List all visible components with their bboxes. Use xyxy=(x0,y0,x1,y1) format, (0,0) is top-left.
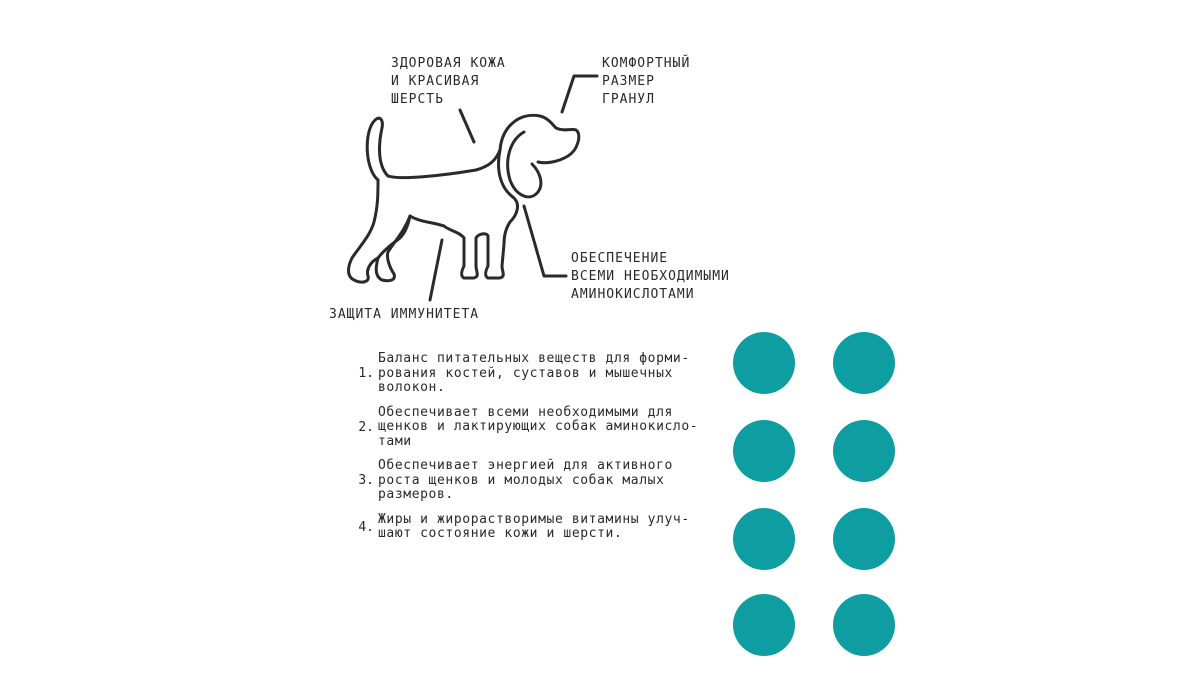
benefit-text: Обеспечивает всеми необходимыми для щенков и лактирующих собак аминокисло- тами xyxy=(378,404,699,449)
dog-hind-leg-1 xyxy=(376,216,410,281)
benefit-text: Жиры и жирорастворимые витамины улуч- шают состояние кожи и шерсти. xyxy=(378,511,690,541)
benefit-item xyxy=(348,513,718,542)
dog-belly xyxy=(410,216,444,226)
benefit-number: 4. xyxy=(358,519,374,535)
benefit-number: 3. xyxy=(358,473,374,489)
teal-dot-icon xyxy=(833,332,895,394)
benefits-list xyxy=(348,352,718,552)
dog-hind-leg-2 xyxy=(349,180,379,282)
callout-skin-coat: ЗДОРОВАЯ КОЖА И КРАСИВАЯ ШЕРСТЬ xyxy=(391,56,506,107)
callout-immunity: ЗАЩИТА ИММУНИТЕТА xyxy=(329,307,480,322)
pointer-skin xyxy=(460,110,474,142)
dog-back xyxy=(388,150,500,178)
dog-front-leg-2 xyxy=(444,226,488,278)
teal-dot-icon xyxy=(733,420,795,482)
benefit-number: 1. xyxy=(358,366,374,382)
dog-tail xyxy=(367,118,388,180)
dog-head xyxy=(500,115,579,162)
callout-granule-size: КОМФОРТНЫЙ РАЗМЕР ГРАНУЛ xyxy=(602,56,691,107)
benefit-text: Баланс питательных веществ для форми- рования костей, суставов и мышечных волокон. xyxy=(378,351,690,395)
pointer-amino xyxy=(524,206,566,276)
teal-dot-icon xyxy=(833,420,895,482)
benefit-item xyxy=(348,459,718,503)
pointer-immune xyxy=(430,240,442,300)
benefit-number: 2. xyxy=(358,419,374,435)
teal-dots-grid xyxy=(733,332,895,656)
teal-dot-icon xyxy=(733,508,795,570)
callout-amino-acids: ОБЕСПЕЧЕНИЕ ВСЕМИ НЕОБХОДИМЫМИ АМИНОКИСЛОТАМИ xyxy=(571,251,730,302)
dog-front-leg-1 xyxy=(486,236,504,278)
benefit-item xyxy=(348,406,718,450)
teal-dot-icon xyxy=(833,508,895,570)
benefit-text: Обеспечивает энергией для активного роста щенков и молодых собак малых размеров. xyxy=(378,458,673,502)
dog-hind-inner xyxy=(378,216,410,258)
benefit-item xyxy=(348,352,718,396)
dog-ear xyxy=(508,132,541,197)
teal-dot-icon xyxy=(833,594,895,656)
teal-dot-icon xyxy=(733,332,795,394)
pointer-size xyxy=(562,76,597,112)
teal-dot-icon xyxy=(733,594,795,656)
